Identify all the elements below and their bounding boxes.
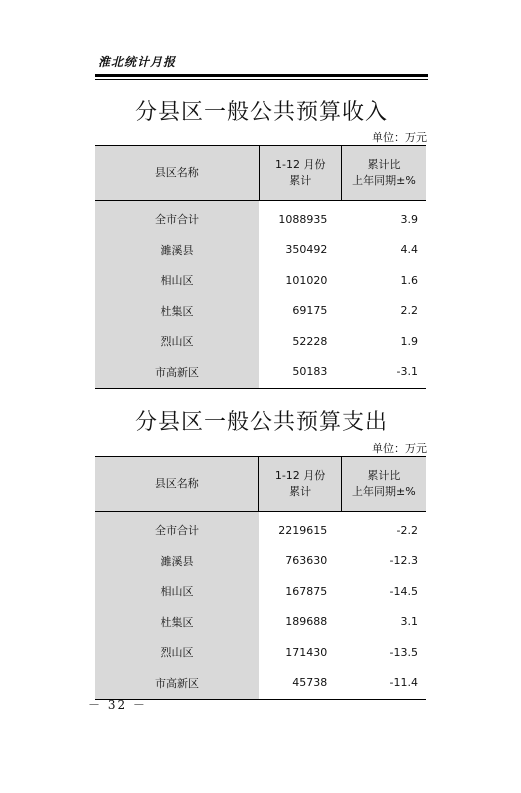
yoy-cell: -13.5 (389, 645, 418, 659)
county-name-cell: 相山区 (95, 576, 259, 607)
county-name-cell: 濉溪县 (95, 235, 259, 266)
header-cumulative-line1: 1-12 月份 (274, 469, 326, 482)
page-number: － 32 － (88, 698, 147, 712)
county-name-cell: 全市合计 (95, 512, 259, 546)
expenditure-unit-label: 单位：万元 (372, 442, 427, 455)
county-name-cell: 杜集区 (95, 296, 259, 327)
header-yoy-line2: 上年同期±% (352, 174, 416, 187)
yoy-cell: 2.2 (400, 304, 418, 318)
income-table-title: 分县区一般公共预算收入 (134, 100, 388, 125)
table-row (95, 296, 426, 327)
table-row (95, 668, 426, 700)
county-name-cell: 相山区 (95, 265, 259, 296)
cumulative-cell: 1088935 (278, 212, 328, 226)
yoy-cell: -3.1 (341, 357, 426, 389)
header-yoy-line1: 累计比 (367, 158, 401, 171)
table-row (95, 512, 426, 546)
cumulative-cell: 189688 (285, 615, 328, 629)
county-name-cell: 杜集区 (95, 607, 259, 638)
cumulative-cell: 45738 (259, 668, 341, 700)
header-yoy (341, 146, 426, 201)
county-name-cell: 全市合计 (95, 201, 259, 235)
yoy-cell: 3.1 (400, 615, 418, 629)
header-cumulative-line2: 累计 (289, 174, 312, 187)
cumulative-cell: 350492 (285, 243, 328, 257)
income-table (95, 145, 426, 389)
yoy-cell: -2.2 (396, 523, 418, 537)
table-row (95, 637, 426, 668)
county-name-cell: 濉溪县 (95, 546, 259, 577)
yoy-cell: 3.9 (400, 212, 418, 226)
header-county-name: 县区名称 (95, 457, 259, 512)
expenditure-table-header-row (95, 457, 426, 512)
yoy-cell: 1.9 (400, 334, 418, 348)
header-cumulative-line2: 累计 (289, 485, 312, 498)
cumulative-cell: 52228 (292, 334, 328, 348)
header-yoy (341, 457, 426, 512)
table-row (95, 201, 426, 235)
header-yoy-line2: 上年同期±% (352, 485, 416, 498)
header-yoy-line1: 累计比 (367, 469, 401, 482)
cumulative-cell: 167875 (285, 584, 328, 598)
table-row (95, 235, 426, 266)
header-cumulative (259, 457, 341, 512)
cumulative-cell: 171430 (285, 645, 328, 659)
county-name-cell: 烈山区 (95, 637, 259, 668)
cumulative-cell: 763630 (285, 554, 328, 568)
table-row (95, 576, 426, 607)
yoy-cell: 1.6 (400, 273, 418, 287)
header-county-name: 县区名称 (95, 146, 259, 201)
cumulative-cell: 2219615 (278, 523, 328, 537)
table-row (95, 357, 426, 389)
county-name-cell: 烈山区 (95, 326, 259, 357)
table-row (95, 546, 426, 577)
expenditure-table (95, 456, 426, 700)
cumulative-cell: 101020 (285, 273, 328, 287)
header-cumulative-line1: 1-12 月份 (275, 158, 326, 171)
table-row (95, 607, 426, 638)
cumulative-cell: 69175 (292, 304, 328, 318)
header-rule-thin (95, 79, 428, 80)
table-row (95, 326, 426, 357)
yoy-cell: -11.4 (341, 668, 426, 700)
county-name-cell: 市高新区 (95, 357, 259, 389)
report-header-title: 淮北统计月报 (98, 55, 177, 69)
table-row (95, 265, 426, 296)
yoy-cell: 4.4 (400, 243, 418, 257)
cumulative-cell: 50183 (259, 357, 341, 389)
expenditure-table-title: 分县区一般公共预算支出 (134, 410, 388, 435)
header-rule-thick (95, 74, 428, 77)
income-table-header-row (95, 146, 426, 201)
county-name-cell: 市高新区 (95, 668, 259, 700)
yoy-cell: -14.5 (389, 584, 418, 598)
header-cumulative (259, 146, 341, 201)
yoy-cell: -12.3 (389, 554, 418, 568)
income-unit-label: 单位：万元 (372, 131, 427, 144)
